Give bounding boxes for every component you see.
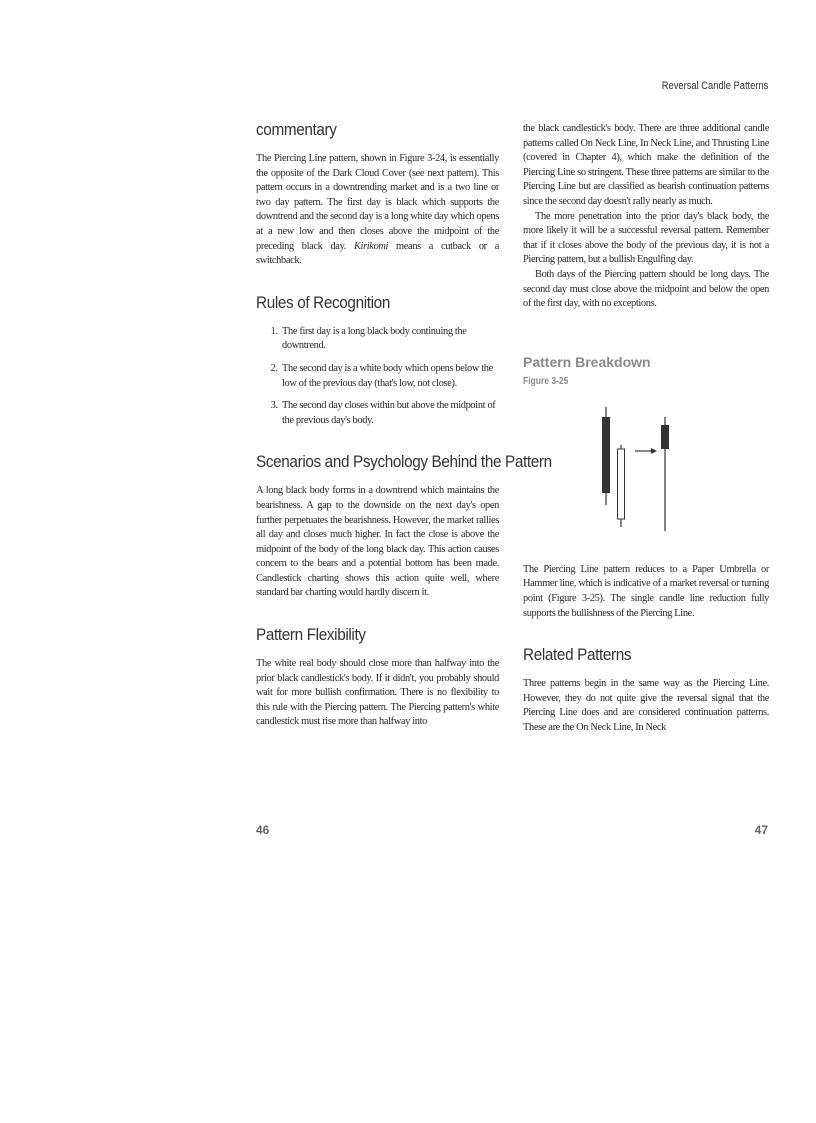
hammer-candle-body — [661, 425, 669, 449]
related-heading: Related Patterns — [523, 645, 632, 665]
scenarios-paragraph: A long black body forms in a downtrend which maintains the bearishness. A gap to the downside on the next day's open further perpetuates the bearishness. However, the market rallies all day and closes much higher. In fact the close is above the midpoint of the body of the long black day. This action causes concern to the bears and a potential bottom has been made. Candlestick charting shows this action quite well, where standard bar charting would hardly discern it. — [256, 485, 499, 599]
figure-label: Figure 3-25 — [523, 375, 569, 387]
rules-list — [256, 325, 499, 429]
commentary-section — [256, 120, 499, 269]
related-paragraph: Three patterns begin in the same way as the Piercing Line. However, they do not quite give the reversal signal that the Piercing Line does and are considered continuation patterns. These are the On Neck Line, In Neck — [523, 678, 769, 733]
right-column — [523, 122, 769, 759]
flexibility-paragraph: The white real body should close more than halfway into the prior black candlestick's body. If it didn't, you probably should wait for more bullish confirmation. There is no flexibility to this rule with the Piercing pattern. The Piercing pattern's white candlestick must rise more than halfway into — [256, 658, 499, 728]
white-candle-body — [618, 449, 625, 519]
scenarios-heading: Scenarios and Psychology Behind the Pattern — [256, 452, 552, 472]
related-section — [523, 645, 769, 735]
flexibility-section — [256, 625, 499, 730]
rule-item: 1. The first day is a long black body continuing the downtrend. — [280, 325, 499, 354]
page-number-left: 46 — [256, 823, 270, 837]
running-head: Reversal Candle Patterns — [661, 80, 768, 92]
commentary-paragraph: The Piercing Line pattern, shown in Figure 3-24, is essentially the opposite of the Dark Cloud Cover (see next pattern). This pattern occurs in a downtrending market and is a two line or two day pattern. The first day is black which supports the downtrend and the second day is a long white day which opens at a new low and then closes above the midpoint of the preceding black day. Kirikomi means a cutback or a switchback. — [256, 153, 499, 267]
arrow-right-icon — [651, 448, 657, 454]
scenarios-section — [256, 452, 552, 601]
rules-heading: Rules of Recognition — [256, 292, 390, 312]
black-candle-body — [602, 417, 610, 493]
pattern-breakdown-title: Pattern Breakdown — [523, 353, 651, 370]
rules-section — [256, 293, 499, 429]
right-paragraph-1: the black candlestick's body. There are three additional candle patterns called On Neck Line, In Neck Line, and Thrusting Line (covered in Chapter 4), which make the definition of the Piercing Line so stringent. These three patterns are similar to the Piercing Line but are classified as bearish continuation patterns since the second day doesn't rally nearly as much. — [523, 123, 769, 207]
right-paragraph-3: Both days of the Piercing pattern should be long days. The second day must close above the midpoint and below the open of the first day, with no exceptions. — [523, 268, 769, 310]
breakdown-paragraph: The Piercing Line pattern reduces to a Paper Umbrella or Hammer line, which is indicative of a market reversal or turning point (Figure 3-25). The single candle line reduction fully supports the bullishness of the Piercing Line. — [523, 563, 769, 619]
pattern-breakdown-figure — [523, 387, 703, 537]
candlestick-diagram — [523, 387, 703, 537]
breakdown-section — [523, 563, 769, 621]
kirikomi-term: Kirikomi — [353, 240, 389, 252]
rule-item: 3. The second day closes within but above the midpoint of the previous day's body. — [280, 399, 499, 428]
right-paragraph-2: The more penetration into the prior day's black body, the more likely it will be a successful reversal pattern. Remember that if it closes above the body of the previous day, it is not a Piercing pattern, but a bullish Engulfing day. — [523, 210, 769, 266]
flexibility-heading: Pattern Flexibility — [256, 625, 366, 645]
rule-item: 2. The second day is a white body which opens below the low of the previous day (that's low, not close). — [280, 362, 499, 391]
page-number-right: 47 — [754, 823, 768, 837]
commentary-heading: commentary — [256, 120, 337, 139]
